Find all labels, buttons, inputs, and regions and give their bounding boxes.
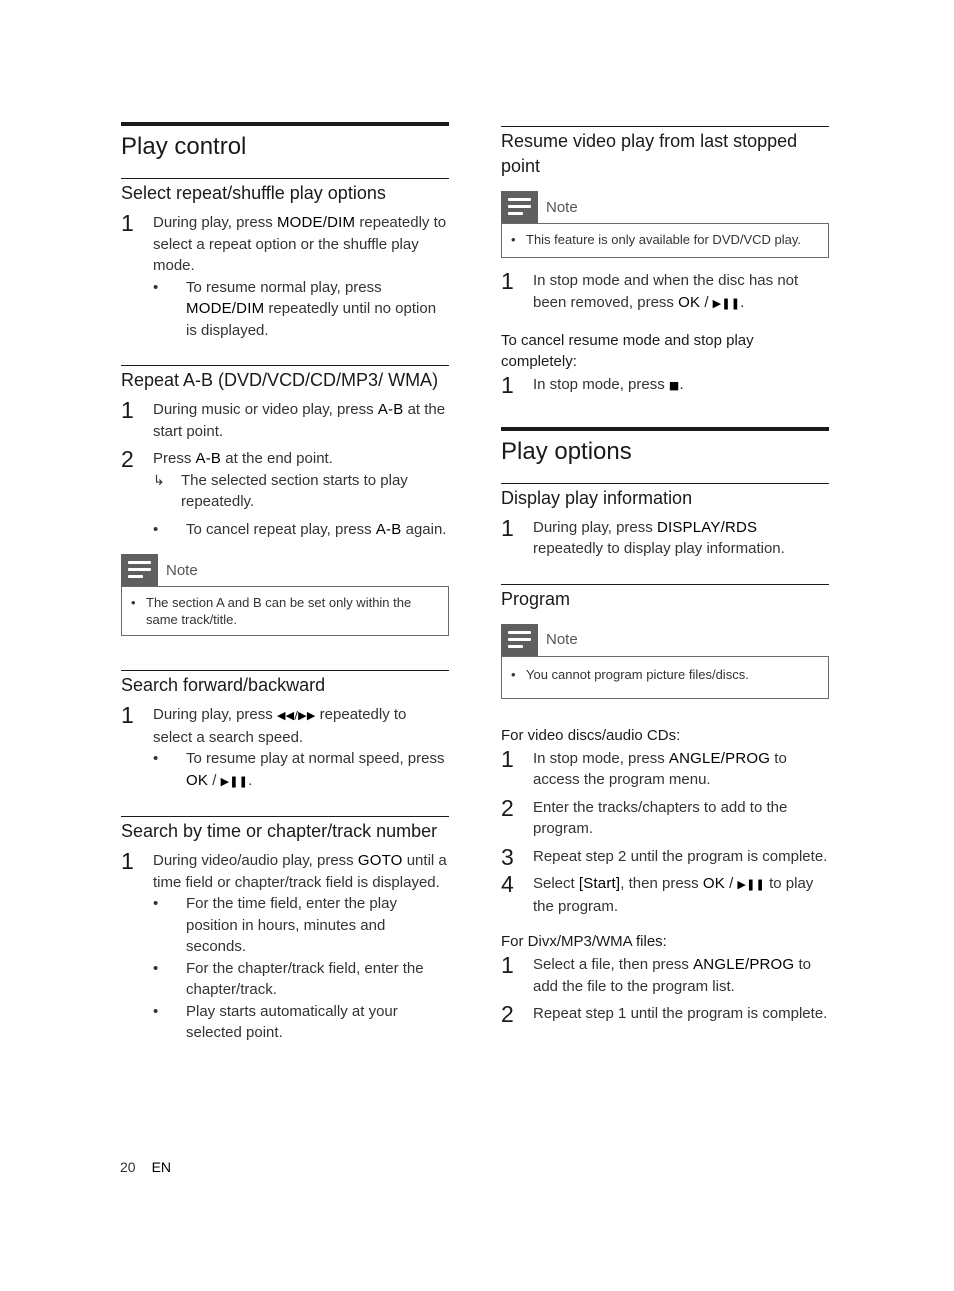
language-code: EN (151, 1159, 172, 1175)
step: 2 Repeat step 1 until the program is complete. (501, 1001, 828, 1027)
step-number: 1 (501, 268, 514, 294)
note-box (501, 191, 829, 258)
page-number: 20 (120, 1159, 136, 1175)
bullet-dot: • (153, 895, 159, 912)
bullet-dot: • (153, 1002, 159, 1020)
section-title-resume: Resume video play from last stopped point (501, 131, 798, 176)
section-title-display: Display play information (501, 487, 693, 508)
step: 2 Press A-B at the end point. (121, 446, 333, 472)
step: 2 Enter the tracks/chapters to add to the program. (501, 794, 788, 837)
section-title-goto: Search by time or chapter/track number (121, 821, 438, 841)
bullet-dot: • (511, 666, 516, 682)
result-arrow-icon: ↳ (153, 471, 165, 488)
bullet-item: • To cancel repeat play, press A-B again. (121, 519, 449, 541)
bullet-item: • To resume play at normal speed, press OK / ▶❚❚. (153, 750, 445, 789)
note-box (121, 554, 449, 636)
page-footer (120, 1159, 171, 1175)
step: 1 In stop mode, press ANGLE/PROG to access the program menu. (501, 745, 787, 788)
key-ok: OK (186, 771, 209, 789)
section-title-repeat: Select repeat/shuffle play options (121, 183, 386, 203)
note-label: Note (166, 561, 198, 579)
key-mode-dim: MODE/DIM (276, 214, 356, 231)
note-label: Note (546, 198, 578, 216)
note-icon (121, 554, 158, 586)
key-angle-prog: ANGLE/PROG (693, 956, 795, 973)
key-ok: OK (678, 293, 701, 311)
bullet-dot: • (153, 750, 159, 767)
step-number: 1 (121, 702, 134, 728)
key-a-b: A-B (377, 401, 404, 418)
step: 1 During music or video play, press A-B at the start point. (121, 397, 446, 440)
step: 1 In stop mode and when the disc has not been removed, press OK / ▶❚❚. (501, 268, 799, 311)
step: 1 In stop mode, press ■. (501, 372, 684, 398)
note-icon (501, 624, 538, 656)
left-column (121, 122, 449, 1044)
bullet-item: • For the chapter/track field, enter the chapter/track. (153, 959, 424, 998)
bullet-dot: • (153, 278, 159, 296)
result-item: ↳ The selected section starts to play repeatedly. (153, 471, 408, 510)
bullet-dot: • (131, 595, 136, 610)
key-ok: OK (702, 875, 725, 892)
bullet-item: • For the time field, enter the play position in hours, minutes and seconds. (153, 895, 397, 955)
step: 1 During play, press DISPLAY/RDS repeatedly to display play information. (501, 514, 785, 557)
step: 1 Select a file, then press ANGLE/PROG to add the file to the program list. (501, 952, 811, 995)
chapter-title-play-control: Play control (121, 133, 247, 160)
lead-text: For video discs/audio CDs: (501, 726, 681, 744)
step: 4 Select [Start], then press OK / ▶❚❚ to play the program. (501, 871, 814, 915)
chapter-title-play-options: Play options (501, 437, 632, 465)
step: 1 During play, press ◀◀/▶▶ repeatedly to select a search speed. (121, 702, 407, 746)
play-pause-icon: ▶❚❚ (712, 296, 741, 310)
note-label: Note (546, 631, 578, 648)
play-pause-icon: ▶❚❚ (220, 774, 249, 788)
bullet-item: • Play starts automatically at your selected point. (153, 1002, 398, 1041)
play-pause-icon: ▶❚❚ (737, 878, 765, 891)
key-a-b: A-B (375, 520, 402, 538)
section-title-program: Program (501, 588, 571, 609)
step-number: 1 (501, 372, 514, 398)
key-start: [Start] (578, 875, 621, 892)
step: 1 During video/audio play, press GOTO until a time field or chapter/track field is displayed. (121, 848, 447, 891)
step-number: 2 (501, 1001, 514, 1027)
key-display-rds: DISPLAY/RDS (656, 518, 758, 536)
section-title-search: Search forward/backward (121, 675, 326, 695)
step-number: 1 (501, 952, 514, 978)
step-number: 1 (121, 210, 134, 236)
key-a-b: A-B (195, 450, 222, 467)
step-number: 2 (501, 794, 514, 821)
stop-icon: ■ (668, 379, 680, 392)
rewind-forward-icon: ◀◀/▶▶ (276, 709, 316, 722)
key-angle-prog: ANGLE/PROG (668, 749, 771, 767)
step-number: 4 (501, 871, 514, 897)
note-text: This feature is only available for DVD/VCD play. (526, 232, 802, 247)
note-box (501, 624, 829, 699)
note-icon (501, 191, 538, 223)
key-mode-dim: MODE/DIM (186, 300, 265, 317)
lead-text: For Divx/MP3/WMA files: (501, 933, 667, 950)
step-number: 1 (501, 514, 514, 541)
bullet-dot: • (153, 959, 159, 977)
section-title-repeat-ab: Repeat A-B (DVD/VCD/CD/MP3/ WMA) (121, 370, 439, 390)
note-text: The section A and B can be set only within the same track/title. (146, 595, 412, 627)
step-number: 1 (501, 745, 514, 772)
key-goto: GOTO (357, 852, 403, 869)
step-number: 2 (121, 446, 134, 472)
step-number: 3 (501, 843, 514, 870)
bullet-item: • To resume normal play, press MODE/DIM repeatedly until no option is displayed. (153, 278, 437, 339)
note-text: You cannot program picture files/discs. (526, 666, 749, 682)
right-column (501, 126, 829, 1025)
lead-text: To cancel resume mode and stop play completely: (501, 332, 754, 370)
bullet-dot: • (153, 520, 159, 538)
step-number: 1 (121, 397, 134, 423)
step: 1 During play, press MODE/DIM repeatedly to select a repeat option or the shuffle play mode. (121, 210, 447, 274)
bullet-dot: • (511, 232, 516, 247)
step: 3 Repeat step 2 until the program is complete. (501, 843, 828, 870)
step-number: 1 (121, 848, 134, 874)
